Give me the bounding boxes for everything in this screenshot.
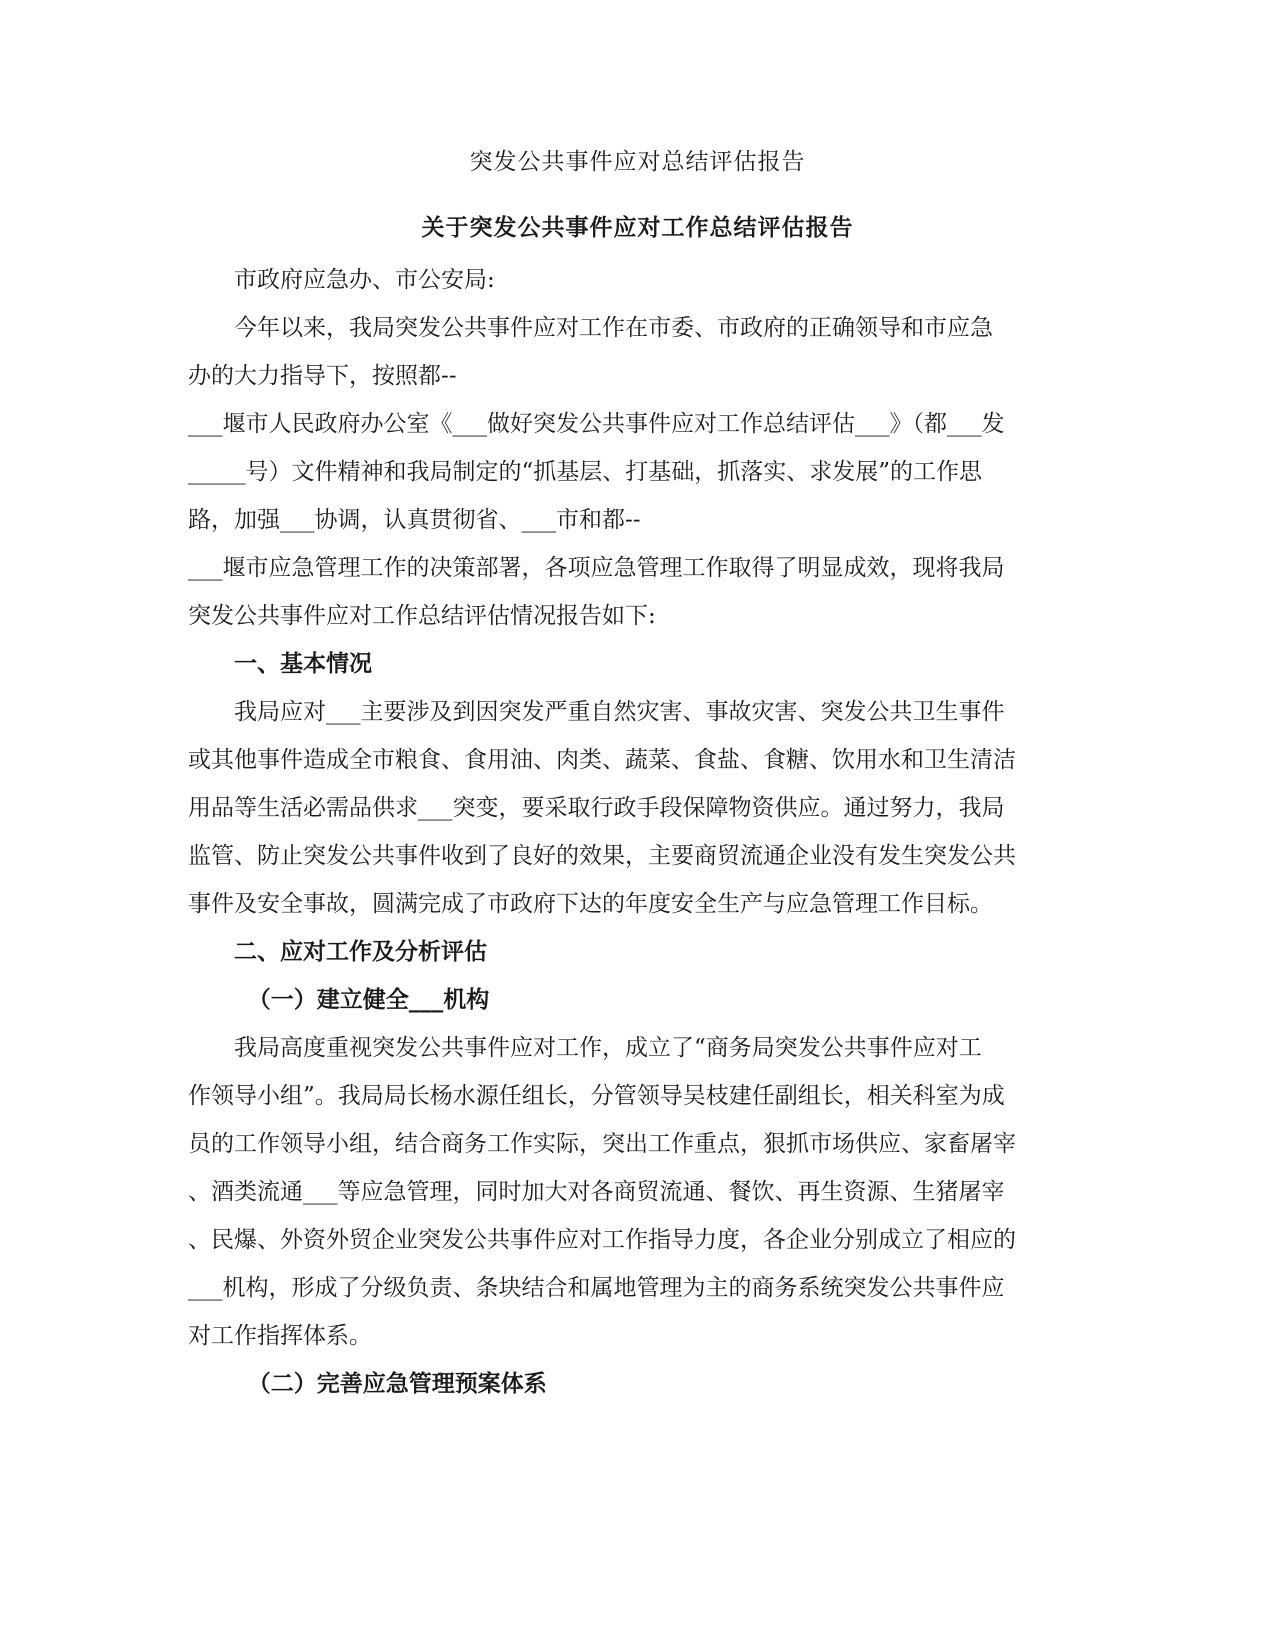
sub1-line: 作领导小组”。我局局长杨水源任组长，分管领导吴枝建任副组长，相关科室为成 — [188, 1083, 1005, 1109]
section1-line: 用品等生活必需品供求___突变，要采取行政手段保障物资供应。通过努力，我局 — [188, 795, 1005, 821]
intro-line: 突发公共事件应对工作总结评估情况报告如下: — [188, 603, 656, 629]
intro-line: _____号）文件精神和我局制定的“抓基层、打基础，抓落实、求发展”的工作思 — [188, 459, 983, 485]
intro-line: 今年以来，我局突发公共事件应对工作在市委、市政府的正确领导和市应急 — [234, 315, 993, 341]
section1-line: 监管、防止突发公共事件收到了良好的效果，主要商贸流通企业没有发生突发公共 — [188, 843, 1016, 869]
sub1-line: 、民爆、外资外贸企业突发公共事件应对工作指导力度，各企业分别成立了相应的 — [188, 1227, 1016, 1253]
document-body — [188, 256, 1088, 1408]
salutation: 市政府应急办、市公安局: — [234, 267, 495, 293]
section1-line: 事件及安全事故，圆满完成了市政府下达的年度安全生产与应急管理工作目标。 — [188, 891, 993, 917]
section-heading-basic: 一、基本情况 — [234, 650, 372, 677]
intro-line: 路，加强___协调，认真贯彻省、___市和都-- — [188, 507, 641, 533]
sub1-line: 员的工作领导小组，结合商务工作实际，突出工作重点，狠抓市场供应、家畜屠宰 — [188, 1131, 1016, 1157]
intro-line: ___堰市应急管理工作的决策部署，各项应急管理工作取得了明显成效，现将我局 — [188, 555, 1005, 581]
document-title: 突发公共事件应对总结评估报告 — [469, 149, 806, 175]
document-subtitle: 关于突发公共事件应对工作总结评估报告 — [421, 214, 854, 241]
sub1-line: 、酒类流通___等应急管理，同时加大对各商贸流通、餐饮、再生资源、生猪屠宰 — [188, 1179, 1005, 1205]
sub1-line: ___机构，形成了分级负责、条块结合和属地管理为主的商务系统突发公共事件应 — [188, 1275, 1005, 1301]
intro-line: ___堰市人民政府办公室《___做好突发公共事件应对工作总结评估___》（都___发 — [188, 411, 1005, 437]
subsection-heading-plan: （二）完善应急管理预案体系 — [247, 1370, 547, 1397]
subsection-heading-institution: （一）建立健全___机构 — [247, 986, 490, 1013]
intro-line: 办的大力指导下，按照都-- — [188, 363, 457, 389]
section1-line: 或其他事件造成全市粮食、食用油、肉类、蔬菜、食盐、食糖、饮用水和卫生清洁 — [188, 747, 1016, 773]
section-heading-response: 二、应对工作及分析评估 — [234, 938, 487, 965]
sub1-line: 我局高度重视突发公共事件应对工作，成立了“商务局突发公共事件应对工 — [234, 1035, 982, 1061]
section1-line: 我局应对___主要涉及到因突发严重自然灾害、事故灾害、突发公共卫生事件 — [234, 699, 1005, 725]
sub1-line: 对工作指挥体系。 — [188, 1323, 372, 1349]
